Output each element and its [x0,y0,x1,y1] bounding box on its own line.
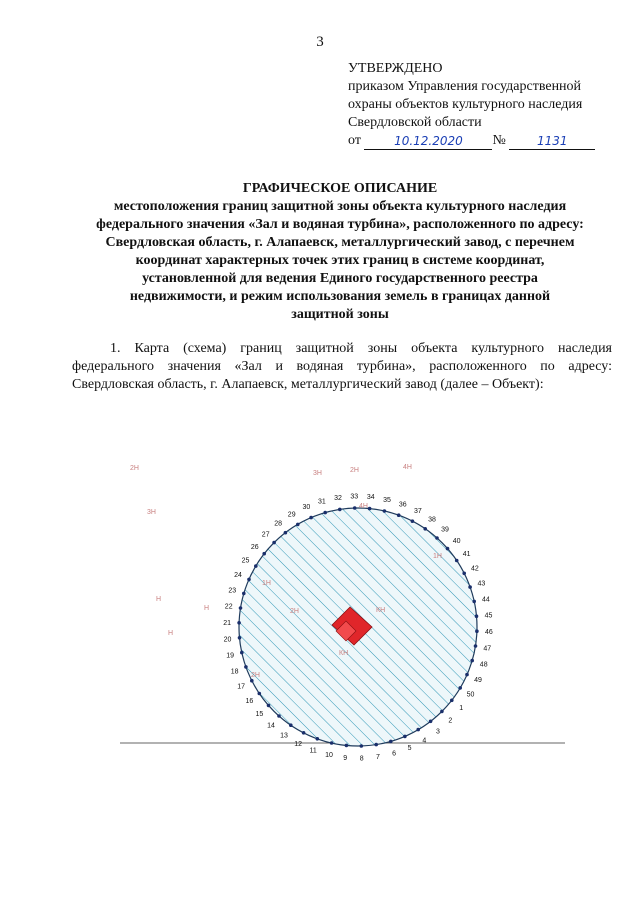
boundary-point-marker [284,531,288,535]
boundary-point-marker [474,644,478,648]
from-label: от [348,133,361,148]
boundary-point-marker [475,629,479,633]
boundary-point-label: 8 [359,755,364,763]
boundary-point-label: 5 [407,744,412,752]
boundary-point-label: 48 [479,661,488,669]
boundary-point-marker [338,508,342,512]
boundary-point-label: 28 [274,520,282,528]
heading-line-6: установленной для ведения Единого государственного реестра [142,271,538,286]
boundary-point-marker [468,585,472,589]
boundary-point-marker [242,592,246,596]
boundary-point-label: 31 [318,498,326,506]
order-date: 10.12.2020 [364,134,492,150]
boundary-point-label: 49 [474,676,482,684]
boundary-point-label: 46 [485,629,493,637]
boundary-point-label: 2 [448,717,453,725]
background-map-label: 2Н [290,608,299,615]
heading-line-3: федерального значения «Зал и водяная турбина», расположенного по адресу: [96,217,584,232]
boundary-point-label: 9 [343,754,348,762]
boundary-point-marker [247,578,251,582]
heading-line-5: координат характерных точек этих границ в системе координат, [135,253,545,268]
background-map-label: Н [168,630,174,637]
boundary-point-label: 34 [366,494,375,502]
boundary-point-marker [353,506,357,510]
boundary-point-label: 38 [428,516,436,524]
boundary-point-label: 32 [334,495,342,502]
background-map-label: КН [376,607,386,614]
boundary-point-marker [462,572,466,576]
boundary-point-label: 15 [255,710,264,718]
boundary-point-marker [450,699,454,703]
boundary-point-marker [465,673,469,677]
boundary-point-label: 18 [230,668,239,676]
boundary-point-marker [368,507,372,511]
boundary-point-marker [397,513,401,517]
boundary-point-label: 44 [482,596,490,604]
boundary-point-label: 25 [241,557,250,565]
background-map-label: 4Н [403,464,412,471]
background-map-label: 2Н [130,465,139,472]
boundary-point-marker [411,519,415,523]
background-map-label: 3Н [147,509,156,516]
number-label: № [492,133,506,148]
boundary-point-marker [302,731,306,735]
boundary-point-label: 26 [250,543,259,551]
boundary-point-marker [250,679,254,683]
boundary-point-marker [345,744,349,748]
boundary-point-label: 13 [280,732,288,740]
boundary-point-marker [472,600,476,604]
boundary-point-label: 47 [483,645,492,653]
boundary-point-marker [254,564,258,568]
boundary-point-marker [258,692,262,696]
boundary-point-label: 10 [325,752,333,760]
document-heading [60,180,620,324]
boundary-point-marker [239,606,243,610]
boundary-point-marker [435,536,439,540]
boundary-point-marker [403,735,407,739]
approval-date-number-row [348,132,595,150]
approval-block [348,60,595,150]
boundary-point-label: 33 [350,493,359,501]
heading-line-7: недвижимости, и режим использования земель в границах данной [129,289,551,304]
boundary-point-label: 39 [441,526,449,534]
background-map-label: 1Н [262,580,271,587]
boundary-point-label: 11 [309,747,317,755]
approval-line-2: охраны объектов культурного наследия [348,97,583,112]
background-map-label: КН [339,650,349,657]
boundary-point-label: 19 [226,652,234,660]
boundary-point-marker [470,659,474,663]
boundary-point-label: 7 [376,754,380,761]
boundary-point-label: 45 [484,612,493,620]
boundary-point-marker [237,621,241,625]
boundary-point-label: 50 [466,691,475,699]
background-map-label: 2Н [251,672,260,679]
section-1-paragraph: 1. Карта (схема) границ защитной зоны объекта культурного наследия федерального значения «Зал и водяная турбина», расположенного по адресу: Свердловская область, г. Алапаевск, металлургический завод (далее – Объект): [72,341,612,392]
boundary-point-marker [440,710,444,714]
boundary-point-label: 40 [452,538,461,546]
boundary-point-label: 21 [223,619,231,627]
boundary-point-marker [296,523,300,527]
heading-line-2: местоположения границ защитной зоны объекта культурного наследия [113,199,567,214]
boundary-point-marker [262,552,266,556]
boundary-point-label: 29 [287,511,296,519]
boundary-point-marker [244,665,248,669]
boundary-point-label: 4 [422,737,427,745]
approval-line-1: приказом Управления государственной [348,79,582,94]
boundary-point-marker [238,636,242,640]
boundary-point-label: 22 [224,603,233,611]
boundary-point-label: 23 [228,587,237,595]
boundary-point-marker [323,511,327,515]
order-number: 1131 [509,134,595,150]
boundary-point-marker [475,614,479,618]
boundary-point-label: 20 [223,636,232,644]
heading-title: ГРАФИЧЕСКОЕ ОПИСАНИЕ [242,181,438,196]
boundary-point-label: 35 [383,496,391,504]
boundary-point-marker [330,741,334,745]
boundary-point-label: 17 [237,683,245,691]
boundary-point-marker [360,744,364,748]
boundary-point-label: 36 [398,501,407,509]
boundary-point-marker [309,516,313,520]
boundary-point-label: 41 [462,551,471,559]
boundary-point-marker [240,651,244,655]
heading-line-8: защитной зоны [291,307,389,322]
boundary-point-label: 42 [471,565,479,573]
background-map-label: Н [204,605,210,612]
boundary-point-marker [389,740,393,744]
boundary-point-label: 30 [302,504,311,512]
boundary-point-label: 6 [392,750,397,758]
boundary-point-marker [383,509,387,513]
approval-title: УТВЕРЖДЕНО [348,61,443,76]
boundary-point-label: 24 [234,572,242,580]
heading-line-4: Свердловская область, г. Алапаевск, металлургический завод, с перечнем [105,235,575,250]
page-number: 3 [316,34,324,50]
boundary-point-label: 12 [294,741,302,748]
boundary-point-marker [455,559,459,563]
boundary-point-label: 27 [261,531,270,539]
boundary-point-marker [429,720,433,724]
boundary-point-label: 16 [245,697,254,705]
boundary-point-marker [316,737,320,741]
approval-line-3: Свердловской области [348,115,482,130]
boundary-point-label: 37 [414,508,422,515]
background-map-label: Н [156,596,162,603]
background-map-label: 1Н [433,553,442,560]
boundary-point-label: 1 [459,705,464,713]
background-map-label: 4Н [359,503,368,510]
boundary-map-svg [110,455,580,780]
boundary-point-marker [277,714,281,718]
boundary-map [110,455,580,780]
boundary-point-marker [267,704,271,708]
background-map-label: 3Н [313,470,322,477]
boundary-point-label: 3 [435,728,440,736]
boundary-point-marker [416,728,420,732]
boundary-point-marker [423,527,427,531]
boundary-point-marker [458,686,462,690]
boundary-point-label: 43 [477,580,486,588]
boundary-point-marker [272,541,276,545]
background-map-label: 2Н [350,467,359,474]
boundary-point-marker [446,547,450,551]
boundary-point-label: 14 [267,722,275,730]
boundary-point-marker [374,743,378,747]
boundary-point-marker [289,723,293,727]
